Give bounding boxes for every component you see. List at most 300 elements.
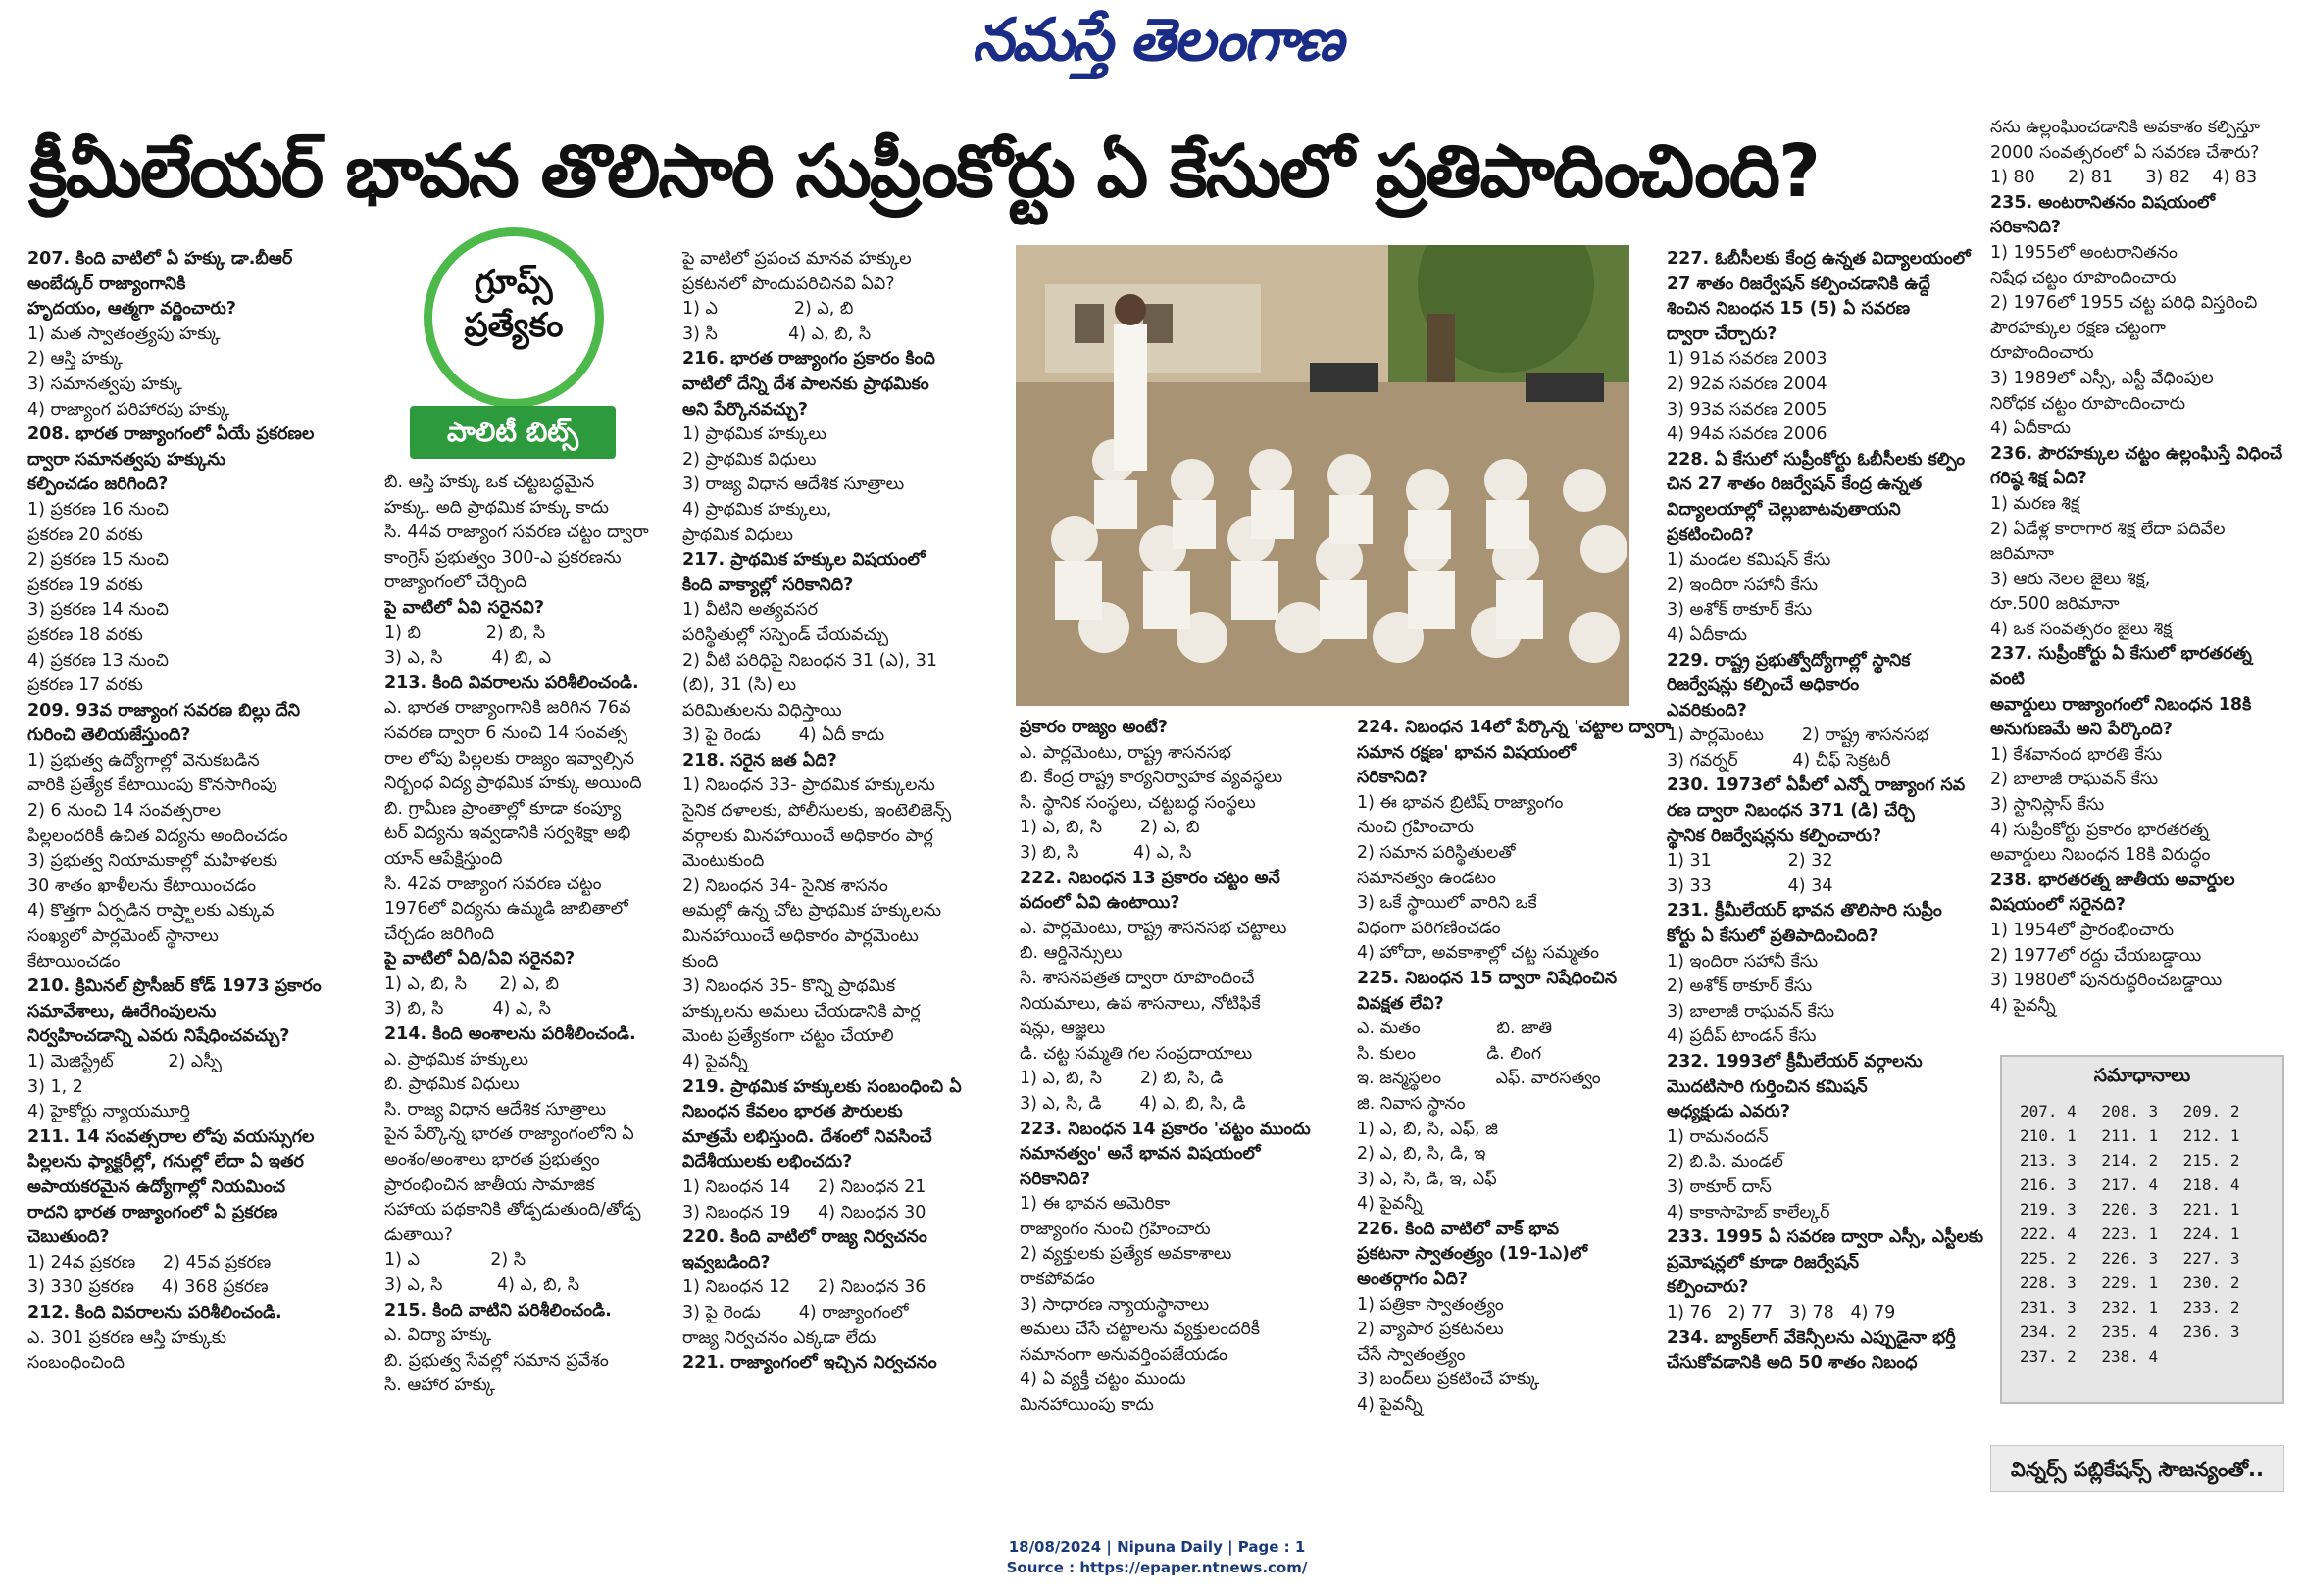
option-line: 1) 31 2) 32: [1667, 851, 1833, 872]
option-line: 3) ప్రకరణ 14 నుంచి: [27, 600, 169, 621]
option-line: 1) 1954లో ప్రారంభించారు: [1990, 921, 2175, 940]
option-line: వర్గాలకు మినహాయించే అధికారం పార్ల: [682, 825, 933, 846]
option-line: రాజ్యాంగం నుంచి గ్రహించారు: [1020, 1219, 1211, 1239]
option-line: కుంది: [682, 951, 719, 972]
answer-item: 211. 1: [2101, 1126, 2159, 1145]
text-column-3: [682, 247, 1006, 1492]
badge-title: [424, 261, 604, 347]
question-line: 228. ఏ కేసులో సుప్రీంకోర్టు ఓబీసీలకు కల్పిం: [1667, 449, 1966, 470]
option-line: విధంగా పరిగణించడం: [1357, 918, 1501, 938]
option-line: ప్రకరణ 19 వరకు: [27, 574, 143, 595]
question-line: ద్వారా చేర్చారు?: [1667, 324, 1777, 344]
question-line: అవార్డులు రాజ్యాంగంలో నిబంధన 18కి: [1990, 694, 2252, 715]
option-line: నిరోధక చట్టం రూపొందించారు: [1990, 393, 2186, 414]
answer-item: 214. 2: [2101, 1151, 2159, 1170]
answer-item: 217. 4: [2101, 1175, 2159, 1194]
option-line: కేటాయించడం: [27, 951, 121, 972]
option-line: 1) మెజిస్ట్రేట్ 2) ఎస్పీ: [27, 1052, 222, 1072]
question-line: సమాన రక్షణ' భావన విషయంలో: [1357, 742, 1577, 763]
option-line: 1) ప్రకరణ 16 నుంచి: [27, 499, 169, 520]
option-line: 1) బి 2) బి, సి: [384, 623, 546, 643]
question-line: విషయంలో సరైనది?: [1990, 895, 2126, 916]
option-line: 3) 33 4) 34: [1667, 875, 1833, 896]
option-line: బి. ఆర్డినెన్సులు: [1020, 943, 1123, 964]
option-line: వారికి ప్రత్యేక కేటాయింపు కొనసాగింపు: [27, 775, 277, 796]
option-line: 4) ఒక సంవత్సరం జైలు శిక్ష: [1990, 619, 2173, 639]
option-line: 1) 24వ ప్రకరణ 2) 45వ ప్రకరణ: [27, 1252, 272, 1272]
answer-item: 228. 3: [2020, 1273, 2077, 1292]
question-line: అనుగుణమే అని పేర్కొంది?: [1990, 720, 2173, 740]
option-line: సి. 42వ రాజ్యాంగ సవరణ చట్టం: [384, 873, 602, 894]
badge-title-line1: గ్రూప్స్: [475, 263, 553, 302]
option-line: 3) ప్రభుత్వ నియామకాల్లో మహిళలకు: [27, 851, 278, 872]
question-line: సమావేశాలు, ఊరేగింపులను: [27, 1001, 217, 1022]
question-line: అధ్యక్షుడు ఎవరు?: [1667, 1102, 1791, 1122]
option-line: సమానత్వం ఉండటం: [1357, 868, 1496, 888]
option-line: మెంటుకుంది: [682, 851, 765, 872]
option-line: 2) ఆస్తి హక్కు: [27, 349, 123, 370]
option-line: సమానంగా అనువర్తింపజేయడం: [1020, 1344, 1228, 1365]
option-line: మినహాయించే అధికారం పార్లమెంటు: [682, 926, 919, 947]
question-line: చేసుకోవడానికి అది 50 శాతం నిబంధ: [1667, 1353, 1918, 1373]
answer-item: 235. 4: [2101, 1322, 2159, 1341]
option-line: 2) 92వ సవరణ 2004: [1667, 374, 1827, 394]
option-line: 3) ఎ, సి 4) బి, ఎ: [384, 648, 552, 669]
option-line: పై వాటిలో ప్రపంచ మానవ హక్కుల: [682, 249, 912, 269]
option-line: ప్రకటనలో పొందుపరిచినవి ఏవి?: [682, 274, 895, 294]
question-line: సరికానిది?: [1357, 768, 1428, 788]
answer-item: 222. 4: [2020, 1224, 2077, 1243]
option-line: ఎ. పార్లమెంటు, రాష్ట్ర శాసనసభ: [1020, 742, 1231, 763]
meeting-photo: [1016, 245, 1629, 706]
answer-item: 230. 2: [2182, 1273, 2240, 1292]
option-line: 4) పైవన్నీ: [1990, 995, 2056, 1016]
question-line: 231. క్రీమీలేయర్ భావన తొలిసారి సుప్రీం: [1667, 901, 1942, 922]
option-line: 1) 91వ సవరణ 2003: [1667, 349, 1827, 370]
text-column-2: [384, 471, 669, 1495]
answer-item: 207. 4: [2020, 1102, 2077, 1121]
option-line: సంబంధించింది: [27, 1353, 125, 1373]
question-line: 214. కింది అంశాలను పరిశీలించండి.: [384, 1024, 636, 1045]
question-line: పై వాటిలో ఏది/ఏవి సరైనవి?: [384, 949, 576, 970]
option-line: 4) 94వ సవరణ 2006: [1667, 424, 1827, 445]
answer-item: 215. 2: [2182, 1151, 2240, 1170]
text-column-5: [1357, 716, 1690, 1490]
question-line: 207. కింది వాటిలో ఏ హక్కు డా.బీఆర్: [27, 249, 293, 269]
option-line: 4) ప్రదీప్ టాండన్ కేసు: [1667, 1026, 1817, 1047]
question-line: 236. పౌరహక్కుల చట్టం ఉల్లంఘిస్తే విధించే: [1990, 443, 2283, 464]
question-line: 234. బ్యాక్‌లాగ్ వేకెన్సీలను ఎప్పుడైనా భర్తీ: [1667, 1327, 1956, 1348]
option-line: 4) ప్రాథమిక హక్కులు,: [682, 499, 832, 520]
option-line: రూ.500 జరిమానా: [1990, 594, 2120, 615]
option-line: ప్రకరణ 18 వరకు: [27, 624, 143, 645]
answer-item: 226. 3: [2101, 1249, 2159, 1268]
option-line: 2) నిబంధన 34- సైనిక శాసనం: [682, 875, 888, 896]
option-line: 4) పైవన్నీ: [682, 1052, 748, 1072]
option-line: అవార్డులు నిబంధన 18కి విరుద్ధం: [1990, 845, 2211, 866]
option-line: 3) రాజ్య విధాన ఆదేశిక సూత్రాలు: [682, 474, 905, 495]
option-line: మినహాయింపు కాదు: [1020, 1395, 1154, 1416]
option-line: 2) ఇందిరా సహానీ కేసు: [1667, 574, 1819, 595]
option-line: 2) బాలాజీ రాఘవన్ కేసు: [1990, 770, 2159, 790]
option-line: 3) స్టానిస్లాస్ కేసు: [1990, 795, 2105, 816]
option-line: యాన్ ఆపేక్షిస్తుంది: [384, 848, 503, 869]
question-line: కల్పించారు?: [1667, 1277, 1749, 1298]
option-line: 2) బి.పి. మండల్: [1667, 1152, 1783, 1172]
question-line: పిల్లలను ఫ్యాక్టరీల్లో, గనుల్లో లేదా ఏ ఇతర: [27, 1152, 304, 1172]
question-line: 233. 1995 ఏ సవరణ ద్వారా ఎస్సీ, ఎస్టీలకు: [1667, 1227, 1984, 1248]
option-line: 1976లో విద్యను ఉమ్మడి జాబితాలో: [384, 899, 628, 920]
question-line: అంతర్గాగం ఏది?: [1357, 1270, 1469, 1290]
option-line: 2) 1976లో 1955 చట్ట పరిధి విస్తరించి: [1990, 293, 2258, 314]
option-line: 1) 80 2) 81 3) 82 4) 83: [1990, 168, 2258, 188]
option-line: ప్రకరణ 17 వరకు: [27, 675, 143, 696]
option-line: 1) ఎ, బి, సి 2) ఎ, బి: [1020, 818, 1200, 838]
option-line: జి. నివాస స్థానం: [1357, 1093, 1466, 1114]
question-line: 232. 1993లో క్రీమీలేయర్ వర్గాలను: [1667, 1052, 1923, 1072]
question-line: నిర్వహించడాన్ని ఎవరు నిషేధించవచ్చు?: [27, 1026, 290, 1047]
question-line: రిజర్వేషన్లు కల్పించే అధికారం: [1667, 675, 1860, 696]
text-column-1: [27, 247, 380, 1492]
option-line: 2) వ్యాపార ప్రకటనలు: [1357, 1320, 1504, 1340]
question-line: హృదయం, ఆత్మగా వర్ణించారు?: [27, 299, 236, 320]
option-line: 3) 1989లో ఎస్సీ, ఎస్టీ వేధింపుల: [1990, 368, 2214, 388]
option-line: 3) నిబంధన 35- కొన్ని ప్రాథమిక: [682, 976, 896, 997]
option-line: 1) 1955లో అంటరానితనం: [1990, 242, 2178, 263]
option-line: 1) ఈ భావన బ్రిటిష్ రాజ్యాంగం: [1357, 792, 1564, 813]
option-line: 3) ఆరు నెలల జైలు శిక్ష,: [1990, 569, 2151, 589]
question-line: 222. నిబంధన 13 ప్రకారం చట్టం అనే: [1020, 868, 1280, 888]
question-line: 226. కింది వాటిలో వాక్ భావ: [1357, 1219, 1560, 1239]
question-line: ప్రకారం రాజ్యం అంటే?: [1020, 718, 1168, 737]
option-line: 1) ప్రాథమిక హక్కులు: [682, 424, 826, 445]
option-line: బి. గ్రామీణ ప్రాంతాల్లో కూడా కంప్యూ: [384, 798, 622, 819]
answer-item: 232. 1: [2101, 1298, 2159, 1317]
question-line: పదంలో ఏవి ఉంటాయి?: [1020, 893, 1180, 914]
option-line: 3) ఒకే స్థాయిలో వారిని ఒకే: [1357, 893, 1537, 914]
option-line: కాంగ్రెస్ ప్రభుత్వం 300-ఎ ప్రకరణను: [384, 547, 622, 568]
option-line: రాజ్య నిర్వచనం ఎక్కడా లేదు: [682, 1327, 876, 1348]
option-line: డి. చట్ట సమ్మతి గల సంప్రదాయాలు: [1020, 1043, 1253, 1064]
question-line: అంబేద్కర్ రాజ్యాంగానికి: [27, 274, 186, 294]
question-line: 213. కింది వివరాలను పరిశీలించండి.: [384, 673, 639, 693]
option-line: నిషేధ చట్టం రూపొందించారు: [1990, 268, 2177, 288]
option-line: సి. స్థానిక సంస్థలు, చట్టబద్ధ సంస్థలు: [1020, 792, 1256, 813]
answer-item: 238. 4: [2101, 1347, 2159, 1366]
option-line: 3) సాధారణ న్యాయస్థానాలు: [1020, 1294, 1210, 1315]
option-line: 2000 సంవత్సరంలో ఏ సవరణ చేశారు?: [1990, 142, 2260, 163]
option-line: రాకపోవడం: [1020, 1270, 1095, 1290]
question-line: విద్యాలయాల్లో చెల్లుబాటవుతాయని: [1667, 499, 1901, 520]
question-line: అని పేర్కొనవచ్చు?: [682, 399, 808, 420]
answer-item: 224. 1: [2182, 1224, 2240, 1243]
option-line: డుతాయి?: [384, 1224, 453, 1245]
option-line: ఎ. ప్రాథమిక హక్కులు: [384, 1049, 528, 1070]
question-line: 215. కింది వాటిని పరిశీలించండి.: [384, 1300, 612, 1321]
question-line: పై వాటిలో ఏవి సరైనవి?: [384, 597, 545, 618]
question-line: ప్రమోషన్లలో కూడా రిజర్వేషన్: [1667, 1252, 1859, 1272]
question-line: చిన 27 శాతం రిజర్వేషన్ కేంద్ర ఉన్నత: [1667, 474, 1923, 495]
courtesy-note: విన్నర్స్ పబ్లికేషన్స్ సౌజన్యంతో..: [1990, 1445, 2284, 1492]
option-line: 1) నిబంధన 12 2) నిబంధన 36: [682, 1277, 926, 1298]
option-line: బి. ఆస్తి హక్కు ఒక చట్టబద్ధమైన: [384, 473, 595, 492]
option-line: 3) ఠాకూర్ దాస్: [1667, 1176, 1772, 1197]
question-line: 221. రాజ్యాంగంలో ఇచ్చిన నిర్వచనం: [682, 1353, 937, 1373]
question-line: మాత్రమే లభిస్తుంది. దేశంలో నివసించే: [682, 1126, 932, 1147]
option-line: సి. ఆహార హక్కు: [384, 1375, 495, 1396]
option-line: 3) గవర్నర్ 4) చీఫ్ సెక్రటరీ: [1667, 750, 1891, 771]
question-line: కల్పించడం జరిగింది?: [27, 474, 169, 495]
option-line: ప్రారంభించిన జాతీయ సామాజిక: [384, 1174, 595, 1195]
groups-special-badge: [410, 227, 616, 463]
question-line: 225. నిబంధన 15 ద్వారా నిషేధించిన: [1357, 968, 1618, 988]
answer-item: 210. 1: [2020, 1126, 2077, 1145]
question-line: 235. అంటరానితనం విషయంలో సరికానిది?: [1990, 192, 2222, 238]
option-line: 1) కేశవానంద భారతి కేసు: [1990, 744, 2163, 765]
option-line: 3) 93వ సవరణ 2005: [1667, 399, 1827, 420]
option-line: 1) ఎ, బి, సి 2) బి, సి, డి: [1020, 1069, 1224, 1089]
answer-item: 237. 2: [2020, 1347, 2077, 1366]
option-line: నియమాలు, ఉప శాసనాలు, నోటిఫికే: [1020, 993, 1261, 1014]
question-line: 212. కింది వివరాలను పరిశీలించండి.: [27, 1302, 282, 1322]
option-line: 4) ఏదీకాదు: [1667, 624, 1747, 645]
question-line: చెబుతుంది?: [27, 1227, 110, 1248]
option-line: 4) రాజ్యాంగ పరిహారపు హక్కు: [27, 399, 230, 420]
option-line: బి. ప్రాథమిక విధులు: [384, 1074, 520, 1095]
option-line: 3) 1, 2: [27, 1076, 83, 1097]
option-line: 2) ప్రకరణ 15 నుంచి: [27, 550, 169, 571]
option-line: 4) హైకోర్టు న్యాయమూర్తి: [27, 1102, 190, 1122]
option-line: 2) వ్యక్తులకు ప్రత్యేక అవకాశాలు: [1020, 1244, 1232, 1265]
question-line: 227. ఓబీసీలకు కేంద్ర ఉన్నత విద్యాలయంలో: [1667, 249, 1971, 269]
option-line: హక్కులను అమలు చేయడానికి పార్ల: [682, 1001, 921, 1022]
option-line: సి. రాజ్య విధాన ఆదేశిక సూత్రాలు: [384, 1099, 607, 1120]
option-line: 1) పార్లమెంటు 2) రాష్ట్ర శాసనసభ: [1667, 725, 1929, 746]
option-line: 2) ఏడేళ్ల కారాగార శిక్ష లేదా పదివేల: [1990, 519, 2226, 539]
option-line: 1) ఎ, బి, సి, ఎఫ్, జి: [1357, 1119, 1498, 1139]
option-line: చేసే స్వాతంత్ర్యం: [1357, 1344, 1466, 1365]
text-column-6: [1667, 247, 1990, 1492]
answer-item: 216. 3: [2020, 1175, 2077, 1194]
option-line: ఇ. జన్మస్థలం ఎఫ్. వారసత్వం: [1357, 1069, 1601, 1089]
option-line: 3) పై రెండు 4) ఏదీ కాదు: [682, 725, 885, 746]
answer-key-grid: [2002, 1101, 2282, 1368]
question-line: 210. క్రిమినల్ ప్రొసీజర్ కోడ్ 1973 ప్రకారం: [27, 976, 322, 997]
option-line: 4) కాకాసాహెబ్ కాలేల్కర్: [1667, 1202, 1830, 1222]
question-line: 223. నిబంధన 14 ప్రకారం 'చట్టం ముందు: [1020, 1119, 1311, 1139]
option-line: ప్రకరణ 20 వరకు: [27, 524, 143, 545]
answer-item: 225. 2: [2020, 1249, 2077, 1268]
option-line: 2) ప్రాథమిక విధులు: [682, 449, 817, 470]
question-line: ప్రకటనా స్వాతంత్ర్యం (19-1ఎ)లో: [1357, 1244, 1588, 1265]
option-line: 3) సమానత్వపు హక్కు: [27, 374, 182, 394]
option-line: 1) ఈ భావన అమెరికా: [1020, 1194, 1171, 1215]
option-line: 3) 330 ప్రకరణ 4) 368 ప్రకరణ: [27, 1277, 269, 1298]
option-line: 30 శాతం ఖాళీలను కేటాయించడం: [27, 875, 256, 896]
option-line: సైనిక దళాలకు, పోలీసులకు, ఇంటెలిజెన్స్: [682, 801, 952, 822]
answer-item: 212. 1: [2182, 1126, 2240, 1145]
option-line: 1) నిబంధన 33- ప్రాథమిక హక్కులను: [682, 775, 935, 796]
question-line: గురించి తెలియజేస్తుంది?: [27, 725, 191, 746]
option-line: పరిమితులను విధిస్తాయి: [682, 700, 842, 721]
question-line: మొదటిసారి గుర్తించిన కమిషన్: [1667, 1076, 1868, 1097]
option-line: అమలు చేసే చట్టాలను వ్యక్తులందరికీ: [1020, 1320, 1261, 1340]
option-line: 1) ఎ, బి, సి 2) ఎ, బి: [384, 973, 559, 994]
option-line: నుంచి గ్రహించారు: [1357, 818, 1474, 838]
question-line: ద్వారా సమానత్వపు హక్కును: [27, 449, 225, 470]
question-line: స్థానిక రిజర్వేషన్లను కల్పించారు?: [1667, 825, 1882, 846]
answer-item: 233. 2: [2182, 1298, 2240, 1317]
option-line: 3) అశోక్ ఠాకూర్ కేసు: [1667, 600, 1813, 621]
answer-item: 236. 3: [2182, 1322, 2240, 1341]
answer-item: 219. 3: [2020, 1200, 2077, 1219]
option-line: 1) మండల కమిషన్ కేసు: [1667, 550, 1831, 571]
question-line: 219. ప్రాథమిక హక్కులకు సంబంధించి ఏ: [682, 1076, 962, 1097]
question-line: అపాయకరమైన ఉద్యోగాల్లో నియమించ: [27, 1176, 286, 1197]
answer-item: 213. 3: [2020, 1151, 2077, 1170]
question-line: ఇవ్వబడింది?: [682, 1252, 771, 1272]
option-line: నను ఉల్లంఘించడానికి అవకాశం కల్పిస్తూ: [1990, 118, 2260, 137]
question-line: ప్రకటించింది?: [1667, 524, 1754, 545]
text-column-7: [1990, 116, 2284, 1027]
option-line: సి. శాసనపత్రత ద్వారా రూపొందించే: [1020, 968, 1255, 988]
question-line: 216. భారత రాజ్యాంగం ప్రకారం కింది: [682, 349, 935, 370]
option-line: 4) హోదా, అవకాశాల్లో చట్ట సమ్మతం: [1357, 943, 1599, 964]
option-line: 3) ఎ, సి, డి, ఇ, ఎఫ్: [1357, 1169, 1497, 1189]
option-line: 2) 6 నుంచి 14 సంవత్సరాల: [27, 801, 221, 822]
question-line: 224. నిబంధన 14లో పేర్కొన్న 'చట్టాల ద్వారా: [1357, 718, 1672, 737]
option-line: జరిమానా: [1990, 544, 2054, 565]
question-line: 237. సుప్రీంకోర్టు ఏ కేసులో భారతరత్న వంటి: [1990, 644, 2258, 690]
footer-date-line: 18/08/2024 | Nipuna Daily | Page : 1: [1008, 1538, 1306, 1556]
option-line: ఎ. విద్యా హక్కు: [384, 1325, 492, 1346]
option-line: మెంట ప్రత్యేకంగా చట్టం చేయాలి: [682, 1026, 894, 1047]
option-line: 2) అశోక్ ఠాకూర్ కేసు: [1667, 976, 1813, 997]
option-line: సంఖ్యలో పార్లమెంట్ స్థానాలు: [27, 926, 219, 947]
option-line: 1) ప్రభుత్వ ఉద్యోగాల్లో వెనుకబడిన: [27, 750, 260, 771]
question-line: వాటిలో దేన్ని దేశ పాలనకు ప్రాథమికం: [682, 374, 929, 394]
question-line: 218. సరైన జత ఏది?: [682, 750, 837, 771]
option-line: 3) ఎ, సి 4) ఎ, బి, సి: [384, 1275, 579, 1295]
meeting-photo-illustration: [1016, 245, 1629, 706]
option-line: రాజ్యాంగంలో చేర్చింది: [384, 573, 527, 593]
question-line: కింది వాక్యాల్లో సరికానిది?: [682, 574, 854, 595]
question-line: విదేశీయులకు లభించదు?: [682, 1152, 853, 1172]
option-line: అంశం/అంశాలు భారత ప్రభుత్వం: [384, 1150, 600, 1171]
option-line: ఎ. పార్లమెంటు, రాష్ట్ర శాసనసభ చట్టాలు: [1020, 918, 1287, 938]
option-line: 4) కొత్తగా ఏర్పడిన రాష్ర్టాలకు ఎక్కువ: [27, 901, 275, 922]
question-line: రాదని భారత రాజ్యాంగంలో ఏ ప్రకరణ: [27, 1202, 278, 1222]
option-line: 3) బాలాజీ రాఘవన్ కేసు: [1667, 1001, 1835, 1022]
option-line: 4) ఏదీకాదు: [1990, 419, 2071, 439]
option-line: 3) బి, సి 4) ఎ, సి: [1020, 842, 1192, 863]
question-line: 220. కింది వాటిలో రాజ్య నిర్వచనం: [682, 1227, 927, 1248]
option-line: 3) సి 4) ఎ, బి, సి: [682, 324, 872, 344]
answer-item: 227. 3: [2182, 1249, 2240, 1268]
option-line: అమల్లో ఉన్న చోట ప్రాథమిక హక్కులను: [682, 901, 942, 922]
option-line: పౌరహక్కుల రక్షణ చట్టంగా: [1990, 318, 2166, 338]
option-line: 1) రామనందన్: [1667, 1126, 1769, 1147]
text-column-4: [1020, 716, 1358, 1490]
question-line: శించిన నిబంధన 15 (5) ఏ సవరణ: [1667, 299, 1911, 320]
option-line: ఎ. మతం బి. జాతి: [1357, 1019, 1553, 1039]
option-line: ప్రాథమిక విధులు: [682, 524, 793, 545]
answer-item: 209. 2: [2182, 1102, 2240, 1121]
option-line: బి. ప్రభుత్వ సేవల్లో సమాన ప్రవేశం: [384, 1350, 609, 1371]
option-line: రాల లోపు పిల్లలకు రాజ్యం ఇవ్వాల్సిన: [384, 748, 634, 769]
option-line: సవరణ ద్వారా 6 నుంచి 14 సంవత్స: [384, 723, 627, 743]
answer-item: 223. 1: [2101, 1224, 2159, 1243]
option-line: 3) బి, సి 4) ఎ, సి: [384, 999, 551, 1020]
option-line: 4) పైవన్నీ: [1357, 1194, 1423, 1215]
question-line: 229. రాష్ట్ర ప్రభుత్వోద్యోగాల్లో స్థానిక: [1667, 650, 1911, 671]
option-line: 2) ఎ, బి, సి, డి, ఇ: [1357, 1144, 1486, 1165]
option-line: సి. కులం డి. లింగ: [1357, 1043, 1542, 1064]
badge-subtitle: పాలిటీ బిట్స్: [410, 406, 616, 459]
option-line: 1) నిబంధన 14 2) నిబంధన 21: [682, 1176, 926, 1197]
answer-key-title: సమాధానాలు: [2093, 1065, 2191, 1086]
question-line: ఎవరికుంది?: [1667, 700, 1747, 721]
option-line: 3) ఎ, సి, డి 4) ఎ, బి, సి, డి: [1020, 1093, 1246, 1114]
question-line: సరికానిది?: [1020, 1169, 1091, 1189]
answer-item: 221. 1: [2182, 1200, 2240, 1219]
option-line: పైన పేర్కొన్న భారత రాజ్యాంగంలోని ఏ: [384, 1124, 634, 1145]
page-footer: [863, 1537, 1451, 1578]
option-line: 3) పై రెండు 4) రాజ్యాంగంలో: [682, 1302, 909, 1322]
option-line: చేర్చడం జరిగింది: [384, 923, 495, 944]
question-line: రణ ద్వారా నిబంధన 371 (డి) చేర్చి: [1667, 801, 1915, 822]
question-line: 211. 14 సంవత్సరాల లోపు వయస్సుగల: [27, 1126, 315, 1147]
option-line: సహాయ పథకానికి తోడ్పడుతుంది/తోడ్ప: [384, 1200, 641, 1221]
option-line: పిల్లలందరికీ ఉచిత విద్యను అందించడం: [27, 825, 288, 846]
option-line: 4) ఏ వ్యక్తీ చట్టం ముందు: [1020, 1370, 1186, 1390]
option-line: 3) 1980లో పునరుద్ధరించబడ్డాయి: [1990, 971, 2223, 991]
option-line: 3) బంద్‌లు ప్రకటించే హక్కు: [1357, 1370, 1540, 1390]
footer-source-line: Source : https://epaper.ntnews.com/: [1006, 1559, 1308, 1576]
option-line: 1) ఎ 2) ఎ, బి: [682, 299, 854, 320]
answer-item: 208. 3: [2101, 1102, 2159, 1121]
option-line: ఎ. 301 ప్రకరణ ఆస్తి హక్కుకు: [27, 1327, 227, 1348]
option-line: 1) మరణ శిక్ష: [1990, 493, 2080, 514]
option-line: 3) నిబంధన 19 4) నిబంధన 30: [682, 1202, 926, 1222]
option-line: 4) ప్రకరణ 13 నుంచి: [27, 650, 169, 671]
option-line: ఎ. భారత రాజ్యాంగానికి జరిగిన 76వ: [384, 698, 631, 719]
badge-title-line2: ప్రత్యేకం: [464, 306, 564, 345]
question-line: 217. ప్రాథమిక హక్కుల విషయంలో: [682, 550, 926, 571]
option-line: 1) పత్రికా స్వాతంత్ర్యం: [1357, 1294, 1504, 1315]
option-line: 2) సమాన పరిస్థితులతో: [1357, 842, 1516, 863]
option-line: 1) ఎ 2) సి: [384, 1250, 526, 1271]
answer-item: 218. 4: [2182, 1175, 2240, 1194]
question-line: సమానత్వం' అనే భావన విషయంలో: [1020, 1144, 1261, 1165]
option-line: 4) పైవన్నీ: [1357, 1395, 1423, 1416]
answer-item: 234. 2: [2020, 1322, 2077, 1341]
option-line: నిర్బంధ విద్య ప్రాథమిక హక్కు అయింది: [384, 773, 642, 794]
question-line: 230. 1973లో ఏపీలో ఎన్నో రాజ్యాంగ సవ: [1667, 775, 1966, 796]
option-line: టర్ విద్యను ఇవ్వడానికి సర్వశిక్షా అభి: [384, 823, 631, 844]
question-line: గరిష్ఠ శిక్ష ఏది?: [1990, 469, 2087, 489]
option-line: షన్లు, ఆజ్ఞలు: [1020, 1019, 1106, 1039]
answer-item: 231. 3: [2020, 1298, 2077, 1317]
answer-item: 229. 1: [2101, 1273, 2159, 1292]
option-line: 1) 76 2) 77 3) 78 4) 79: [1667, 1302, 1896, 1322]
option-line: 1) వీటిని అత్యవసర: [682, 600, 818, 621]
option-line: రూపొందించారు: [1990, 343, 2094, 364]
option-line: పరిస్థితుల్లో సస్పెండ్ చేయవచ్చు: [682, 624, 889, 645]
masthead-logo: నమస్తే తెలంగాణ: [972, 6, 1342, 75]
answer-key-box: [2000, 1055, 2284, 1404]
option-line: 1) మత స్వాతంత్ర్యపు హక్కు: [27, 324, 221, 344]
